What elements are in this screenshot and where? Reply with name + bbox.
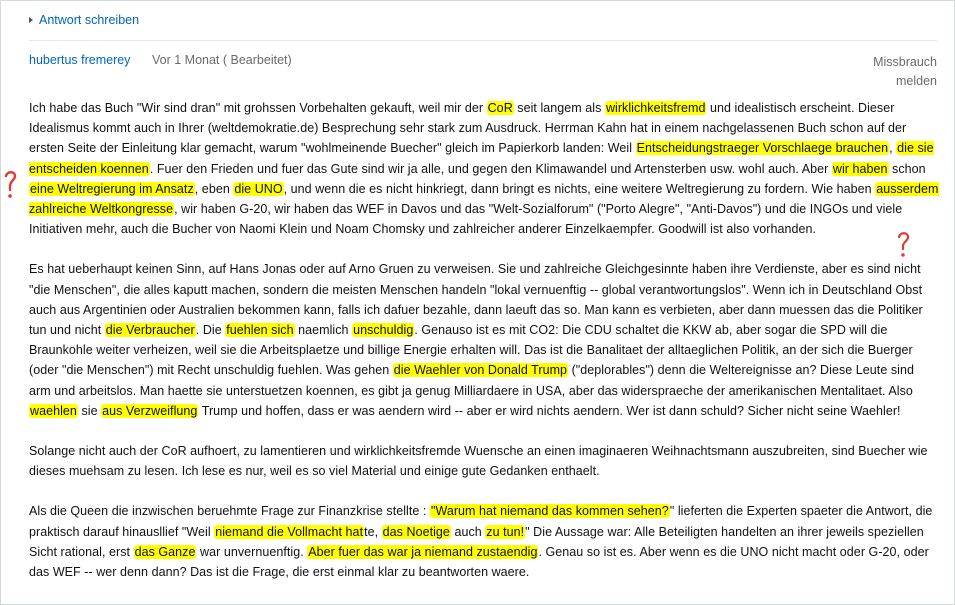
text-segment: Trump und hoffen, dass er was aendern wird -- aber er wird nichts aendern. Wer ist dann schuld? Sicher nicht seine Waehler! <box>198 403 901 418</box>
comment-paragraph <box>29 259 939 421</box>
text-segment: naemlich <box>294 323 353 338</box>
reply-link[interactable] <box>29 13 139 27</box>
highlighted-text: das Noetige <box>382 524 450 539</box>
highlighted-text: unschuldig <box>353 323 414 338</box>
highlighted-text: Entscheidungstraeger Vorschlaege brauchen <box>636 141 889 156</box>
text-segment: " lieferten die Experten spaeter die Antwort, die praktisch darauf hinausllief "Weil <box>29 504 933 539</box>
text-segment: te, <box>364 524 382 539</box>
comment-paragraph <box>29 501 939 582</box>
comment-body <box>29 98 939 602</box>
highlighted-text: zu tun! <box>486 524 525 539</box>
highlighted-text: niemand die Vollmacht hat <box>215 524 364 539</box>
comment-paragraph <box>29 98 939 239</box>
highlighted-text: die Verbraucher <box>105 323 195 338</box>
text-segment: auch <box>450 524 486 539</box>
author-name-link[interactable]: hubertus fremerey <box>29 53 131 67</box>
comment-meta: Vor 1 Monat ( Bearbeitet) <box>152 53 292 67</box>
highlighted-text: die Waehler von Donald Trump <box>393 363 568 378</box>
text-segment: , eben <box>194 181 234 196</box>
text-segment: Es hat ueberhaupt keinen Sinn, auf Hans Jonas oder auf Arno Gruen zu verweisen. Sie und zahlreiche Gleichgesinnte haben ihre Verdienste, aber es sind nicht "die Menschen", die alles kaputt machen, sondern die meisten Menschen handeln "lokal vernuenftig -- global verantwortungslos". Wenn ich in Deutschland Obst auch aus Argentinien oder Australien bekommen kann, falls ich dafuer bezahle, dann laeuft das so. Man kann es verbieten, aber dann muessen das die Politiker tun und nicht <box>29 262 923 338</box>
highlighted-text: wir haben <box>832 161 888 176</box>
text-segment: war unvernuenftig. <box>196 544 308 559</box>
text-segment: , <box>889 141 897 156</box>
report-label-line2: melden <box>896 74 937 88</box>
highlighted-text: die UNO <box>234 181 283 196</box>
text-segment: " Die Aussage war: Alle Beteiligten handelten an ihrer jeweils speziellen Sicht rational, erst <box>29 524 924 559</box>
highlighted-text: aus Verzweiflung <box>102 403 198 418</box>
comment-paragraph <box>29 441 939 481</box>
text-segment: . Genau so ist es. Aber wenn es die UNO nicht macht oder G-20, oder das WEF -- wer denn dann? Das ist die Frage, die erst einmal klar zu beantworten waere. <box>29 544 929 580</box>
text-segment: Solange nicht auch der CoR aufhoert, zu lamentieren und wirklichkeitsfremde Wuensche an einen imaginaeren Weihnachtsmann auszubreiten, sind Buecher wie dieses muehsam zu lesen. Ich lese es nur, weil es so viel Material und einige gute Gedanken enthaelt. <box>29 444 928 479</box>
highlighted-text: Aber fuer das war ja niemand zustaendig <box>308 544 538 559</box>
report-abuse-link[interactable] <box>873 53 937 91</box>
highlighted-text: waehlen <box>30 403 77 418</box>
caret-right-icon <box>29 17 33 23</box>
text-segment: schon <box>888 161 926 176</box>
text-segment: . Die <box>195 323 226 338</box>
highlighted-text: die sie entscheiden koennen <box>29 141 934 176</box>
divider <box>29 40 937 41</box>
highlighted-text: CoR <box>487 101 513 115</box>
text-segment: sie <box>77 403 102 418</box>
text-segment: Als die Queen die inzwischen beruehmte Frage zur Finanzkrise stellte : <box>29 504 430 519</box>
text-segment: ("deplorables") denn die Weltereignisse an? Diese Leute sind arm und arbeitslos. Man haette sie unterstuetzen koennen, es gibt ja genug Milliardaere in USA, aber das widerspraeche der amerikanischen Mentalitaet. Also <box>29 363 914 398</box>
text-segment: seit langem als <box>513 101 605 115</box>
highlighted-text: ausserdem zahlreiche Weltkongresse <box>29 181 939 217</box>
highlighted-text: das Ganze <box>134 544 196 559</box>
highlighted-text: eine Weltregierung im Ansatz <box>30 181 194 196</box>
report-label-line1: Missbrauch <box>873 55 937 69</box>
highlighted-text: fuehlen sich <box>226 323 294 338</box>
text-segment: . Fuer den Frieden und fuer das Gute sind wir ja alle, und gegen den Klimawandel und Artensterben usw. wohl auch. Aber <box>149 161 832 176</box>
highlighted-text: wirklichkeitsfremd <box>605 101 706 115</box>
text-segment: Ich habe das Buch "Wir sind dran" mit grohssen Vorbehalten gekauft, weil mir der <box>29 101 487 115</box>
handwritten-question-mark-1 <box>3 170 19 202</box>
text-segment: und idealistisch erscheint. Dieser Idealismus kommt auch in Ihrer (weltdemokratie.de) Besprechung sehr stark zum Ausdruck. Herrman Kahn hat in einem nachgelassenen Buch schon auf der ersten Seite der Einleitung klar gemacht, warum "wohlmeinende Buecher" gleich im Papierkorb landen: Weil <box>29 101 907 156</box>
reply-label: Antwort schreiben <box>39 13 140 27</box>
handwritten-question-mark-2 <box>896 231 912 261</box>
highlighted-text: "Warum hat niemand das kommen sehen? <box>430 504 669 519</box>
text-segment: , wir haben G-20, wir haben das WEF in Davos und das "Welt-Sozialforum" ("Porto Alegre", "Anti-Davos") und die INGOs und viele Initiativen mehr, auch die Bucher von Naomi Klein und Noam Chomsky und zahlreicher anderer Einzelkaempfer. Goodwill ist also vorhanden. <box>29 202 903 237</box>
text-segment: . Genauso ist es mit CO2: Die CDU schaltet die KKW ab, aber sogar die SPD will die Braunkohle weiter verheizen, weil sie die Arbeitsplaetze und billige Energie erhalten will. Das ist die Banalitaet der alltaeglichen Politik, an der sich die Buerger (oder "die Menschen") mit Recht unschuldig fuehlen. Was gehen <box>29 323 913 378</box>
text-segment: , und wenn die es nicht hinkriegt, dann bringt es nichts, eine weitere Weltregierung zu fordern. Wie haben <box>283 181 876 196</box>
